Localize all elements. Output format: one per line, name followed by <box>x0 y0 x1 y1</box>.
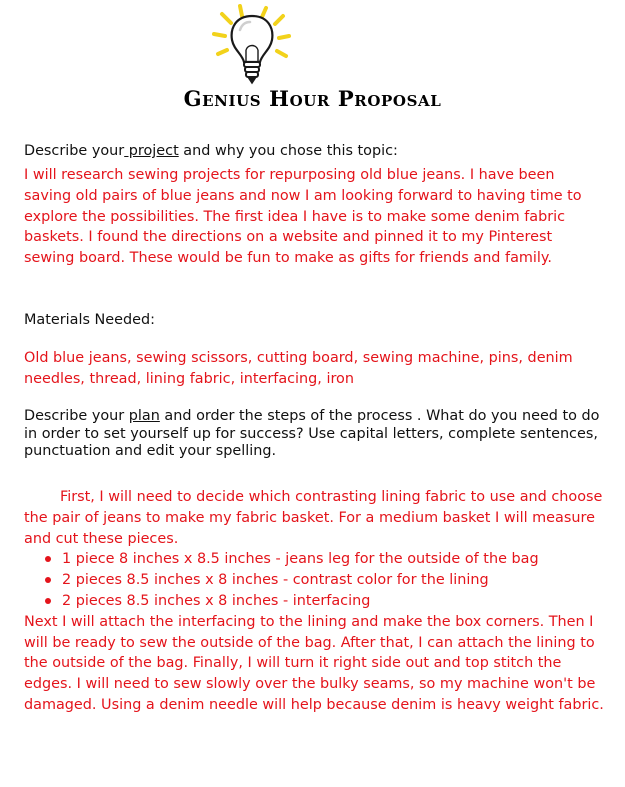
bullet-icon <box>45 577 51 583</box>
lightbulb-icon <box>210 4 294 88</box>
project-prompt-after: and why you chose this topic: <box>178 143 398 159</box>
plan-prompt-after: and order the steps of the process . What do you need to do in order to set yourself up for success? Use capital letters, complete sentences, punctuation and edit your spelling. <box>24 408 600 459</box>
project-prompt <box>24 141 604 162</box>
plan-intro <box>24 487 604 549</box>
plan-steps: Next I will attach the interfacing to the lining and make the box corners. Then I will be ready to sew the outside of the bag. After that, I can attach the lining to the outside of the bag. Finally, I will turn it right side out and top stitch the edges. I will need to sew slowly over the bulky seams, so my machine won't be damaged. Using a denim needle will help because denim is heavy weight fabric. <box>24 613 604 713</box>
plan-answer <box>24 487 604 716</box>
piece-text: 1 piece 8 inches x 8.5 inches - jeans leg for the outside of the bag <box>62 551 539 568</box>
piece-text: 2 pieces 8.5 inches x 8 inches - interfacing <box>62 592 371 609</box>
project-prompt-underlined: project <box>124 143 179 159</box>
bullet-icon <box>45 598 51 604</box>
bullet-icon <box>45 556 51 562</box>
plan-intro-text: First, I will need to decide which contrasting lining fabric to use and choose the pair of jeans to make my fabric basket. For a medium basket I will measure and cut these pieces. <box>24 489 603 547</box>
list-item <box>62 591 604 612</box>
page-title: Genius Hour Proposal <box>183 86 442 111</box>
plan-prompt-underlined: plan <box>128 408 160 424</box>
plan-prompt <box>24 408 604 461</box>
materials-answer: Old blue jeans, sewing scissors, cutting board, sewing machine, pins, denim needles, thread, lining fabric, interfacing, iron <box>24 350 573 387</box>
pieces-list <box>24 549 604 611</box>
piece-text: 2 pieces 8.5 inches x 8 inches - contrast color for the lining <box>62 572 489 589</box>
list-item <box>62 549 604 570</box>
materials-prompt: Materials Needed: <box>24 312 155 328</box>
plan-prompt-before: Describe your <box>24 408 129 424</box>
project-answer: I will research sewing projects for repurposing old blue jeans. I have been saving old pairs of blue jeans and now I am looking forward to having time to explore the possibilities. The first idea I have is to make some denim fabric baskets. I found the directions on a website and pinned it to my Pinterest sewing board. These would be fun to make as gifts for friends and family. <box>24 167 582 267</box>
project-prompt-before: Describe your <box>24 143 125 159</box>
list-item <box>62 570 604 591</box>
